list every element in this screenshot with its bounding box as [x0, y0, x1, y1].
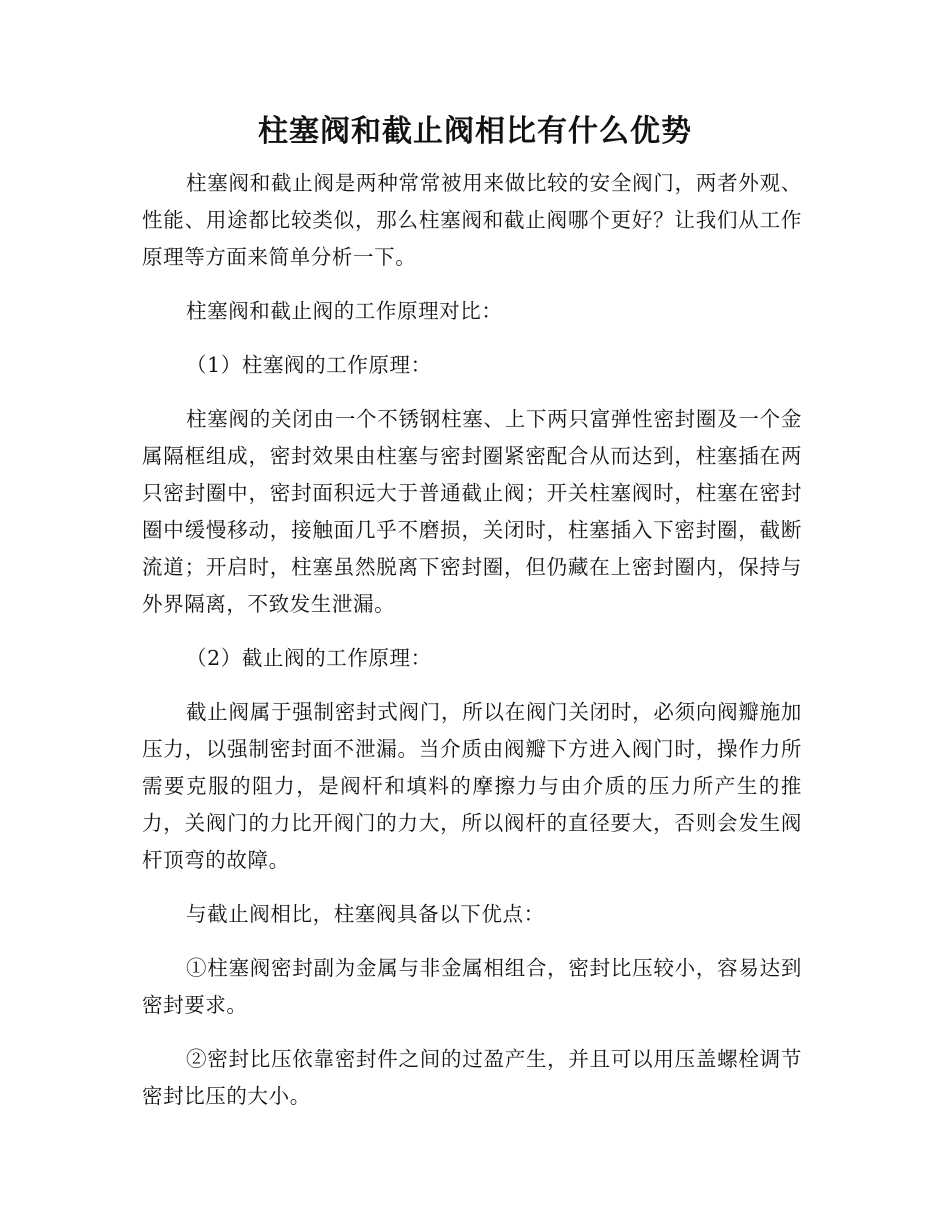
globe-valve-heading: （2）截止阀的工作原理：	[186, 646, 432, 670]
advantage-item-1: ①柱塞阀密封副为金属与非金属相组合，密封比压较小，容易达到密封要求。	[142, 956, 802, 1017]
advantage-item-2: ②密封比压依靠密封件之间的过盈产生，并且可以用压盖螺栓调节密封比压的大小。	[142, 1047, 802, 1108]
comparison-heading: 柱塞阀和截止阀的工作原理对比：	[186, 299, 503, 323]
advantages-heading: 与截止阀相比，柱塞阀具备以下优点：	[186, 902, 545, 926]
intro-paragraph: 柱塞阀和截止阀是两种常常被用来做比较的安全阀门，两者外观、性能、用途都比较类似，那么柱塞阀和截止阀哪个更好？让我们从工作原理等方面来简单分析一下。	[142, 171, 802, 269]
document-title: 柱塞阀和截止阀相比有什么优势	[258, 114, 692, 149]
globe-valve-paragraph: 截止阀属于强制密封式阀门，所以在阀门关闭时，必须向阀瓣施加压力，以强制密封面不泄漏。当介质由阀瓣下方进入阀门时，操作力所需要克服的阻力，是阀杆和填料的摩擦力与由介质的压力所产生的推力，关阀门的力比开阀门的力大，所以阀杆的直径要大，否则会发生阀杆顶弯的故障。	[142, 700, 802, 872]
plunger-valve-paragraph: 柱塞阀的关闭由一个不锈钢柱塞、上下两只富弹性密封圈及一个金属隔框组成，密封效果由柱塞与密封圈紧密配合从而达到，柱塞插在两只密封圈中，密封面积远大于普通截止阀；开关柱塞阀时，柱塞在密封圈中缓慢移动，接触面几乎不磨损，关闭时，柱塞插入下密封圈，截断流道；开启时，柱塞虽然脱离下密封圈，但仍藏在上密封圈内，保持与外界隔离，不致发生泄漏。	[142, 407, 802, 616]
plunger-valve-heading: （1）柱塞阀的工作原理：	[186, 353, 432, 377]
document-body	[142, 165, 802, 1132]
